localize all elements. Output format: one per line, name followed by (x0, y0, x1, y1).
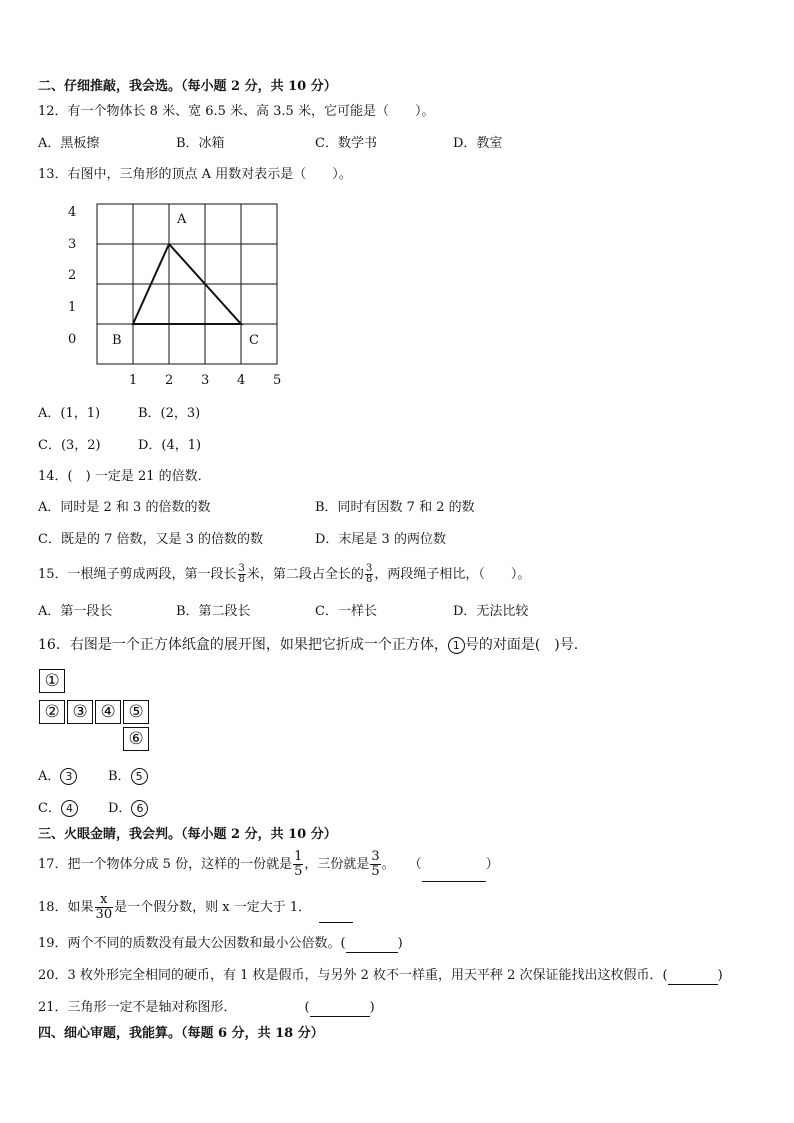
x-label-4: 4 (237, 373, 246, 388)
q16-option-c-label: C． (38, 801, 61, 816)
q21-open-paren: ( (304, 1000, 310, 1015)
point-c-label: C (249, 333, 259, 348)
q15-text-1: 15．一根绳子剪成两段，第一段长 (38, 567, 237, 582)
q16-circled-number: 1 (448, 637, 465, 654)
net-face-1 (39, 669, 65, 693)
q15-option-b: B．第二段长 (176, 604, 251, 619)
q15-fraction-1 (238, 564, 246, 585)
q16-option-b (108, 768, 148, 786)
question-13: 13．右图中，三角形的顶点 A 用数对表示是（ ）。 (38, 167, 352, 182)
q17-answer-blank[interactable] (422, 867, 486, 882)
q17-close-paren: ） (485, 857, 499, 872)
x-label-5: 5 (273, 373, 282, 388)
q14-option-c: C．既是的 7 倍数，又是 3 的倍数的数 (38, 532, 264, 547)
q18-answer-blank[interactable] (319, 908, 353, 923)
question-20 (38, 967, 723, 985)
y-label-4: 4 (68, 205, 77, 220)
q12-option-c: C．数学书 (315, 136, 377, 151)
net-face-5 (123, 700, 149, 724)
q20-close-paren: ) (717, 968, 723, 983)
q18-fraction-denominator: 30 (95, 907, 113, 922)
q19-answer-blank[interactable] (346, 938, 398, 953)
q17-fraction-2-numerator: 3 (371, 849, 380, 864)
q16-option-c-number: 4 (61, 800, 78, 817)
q16-option-c (38, 800, 78, 818)
q21-close-paren: ) (369, 1000, 375, 1015)
q17-fraction-1-denominator: 5 (294, 864, 303, 879)
q15-text-2: 米，第二段占全长的 (246, 567, 364, 582)
point-b-label: B (112, 333, 122, 348)
question-14: 14．( ) 一定是 21 的倍数． (38, 469, 211, 484)
q16-option-d-label: D． (108, 801, 132, 816)
q15-option-c: C．一样长 (315, 604, 377, 619)
q15-option-d: D．无法比较 (453, 604, 529, 619)
q20-text: 20．3 枚外形完全相同的硬币，有 1 枚是假币，与另外 2 枚不一样重，用天平秤 2 次保证能找出这枚假币．( (38, 968, 668, 983)
q16-text-1: 16．右图是一个正方体纸盒的展开图，如果把它折成一个正方体， (38, 637, 448, 653)
net-face-3-label: ③ (72, 701, 88, 722)
q19-text: 19．两个不同的质数没有最大公因数和最小公倍数。( (38, 936, 346, 951)
section-4-title: 四、细心审题，我能算。（每题 6 分，共 18 分） (38, 1026, 324, 1041)
point-a-label: A (177, 212, 187, 227)
q18-fraction-numerator: x (95, 893, 114, 908)
section-3-title: 三、火眼金睛，我会判。（每小题 2 分，共 10 分） (38, 827, 337, 842)
question-19 (38, 935, 403, 953)
q15-fraction-1-numerator: 3 (238, 563, 245, 574)
q15-fraction-1-denominator: 8 (238, 574, 245, 585)
q13-option-a: A．(1，1) (38, 406, 101, 421)
question-18 (38, 893, 353, 923)
q16-option-a-label: A． (38, 769, 61, 784)
q15-text-3: ，两段绳子相比，（ ）。 (374, 567, 531, 582)
q17-open-paren: （ (408, 857, 422, 872)
net-face-4-label: ④ (100, 701, 116, 722)
q14-option-b: B．同时有因数 7 和 2 的数 (315, 500, 475, 515)
q18-text-1: 18．如果 (38, 900, 94, 915)
q16-option-a-number: 3 (60, 768, 77, 785)
question-16 (38, 635, 578, 655)
q21-answer-blank[interactable] (310, 1002, 370, 1017)
q15-fraction-2 (365, 564, 373, 585)
q16-option-d (108, 800, 148, 818)
y-label-1: 1 (68, 300, 77, 315)
q16-option-b-number: 5 (131, 768, 148, 785)
q15-fraction-2-denominator: 8 (365, 574, 373, 585)
y-label-0: 0 (68, 332, 77, 347)
q18-text-2: 是一个假分数，则 x 一定大于 1． (114, 900, 312, 915)
x-label-3: 3 (201, 373, 210, 388)
y-label-2: 2 (68, 268, 77, 283)
q17-text-3: 。 (381, 857, 395, 872)
q12-option-a: A．黑板擦 (38, 136, 100, 151)
net-face-3 (67, 700, 93, 724)
net-face-6-label: ⑥ (128, 728, 144, 749)
net-face-4 (95, 700, 121, 724)
q14-option-d: D．末尾是 3 的两位数 (315, 532, 446, 547)
question-15 (38, 563, 530, 587)
coordinate-grid-figure (60, 195, 300, 390)
q15-option-a: A．第一段长 (38, 604, 113, 619)
question-17 (38, 848, 499, 882)
q18-fraction (95, 893, 114, 922)
q17-text-1: 17．把一个物体分成 5 份，这样的一份就是 (38, 857, 293, 872)
q13-option-c: C．(3，2) (38, 438, 101, 453)
x-label-1: 1 (129, 373, 138, 388)
q15-fraction-2-numerator: 3 (365, 563, 373, 574)
q16-option-a (38, 768, 77, 786)
q21-text: 21．三角形一定不是轴对称图形． (38, 1000, 237, 1015)
q20-answer-blank[interactable] (668, 970, 718, 985)
x-label-2: 2 (165, 373, 174, 388)
question-21 (38, 999, 375, 1017)
q12-option-b: B．冰箱 (176, 136, 225, 151)
q16-option-b-label: B． (108, 769, 131, 784)
q16-option-d-number: 6 (131, 800, 148, 817)
net-face-6 (123, 727, 149, 751)
net-face-2 (39, 700, 65, 724)
section-2-title: 二、仔细推敲，我会选。（每小题 2 分，共 10 分） (38, 79, 337, 94)
q14-option-a: A．同时是 2 和 3 的倍数的数 (38, 500, 211, 515)
q19-close-paren: ) (397, 936, 403, 951)
y-label-3: 3 (68, 237, 77, 252)
q17-fraction-1 (293, 850, 303, 879)
net-face-2-label: ② (44, 701, 60, 722)
q13-option-b: B．(2，3) (138, 406, 201, 421)
q16-text-2: 号的对面是( )号. (464, 637, 579, 653)
q13-option-d: D．(4，1) (138, 438, 202, 453)
q17-fraction-2 (370, 850, 380, 879)
q17-fraction-1-numerator: 1 (294, 849, 303, 864)
net-face-5-label: ⑤ (128, 701, 144, 722)
q17-text-2: ，三份就是 (304, 857, 370, 872)
q17-fraction-2-denominator: 5 (371, 864, 380, 879)
net-face-1-label: ① (44, 670, 60, 691)
q12-option-d: D．教室 (453, 136, 503, 151)
question-12: 12．有一个物体长 8 米、宽 6.5 米、高 3.5 米，它可能是（ ）。 (38, 104, 435, 119)
